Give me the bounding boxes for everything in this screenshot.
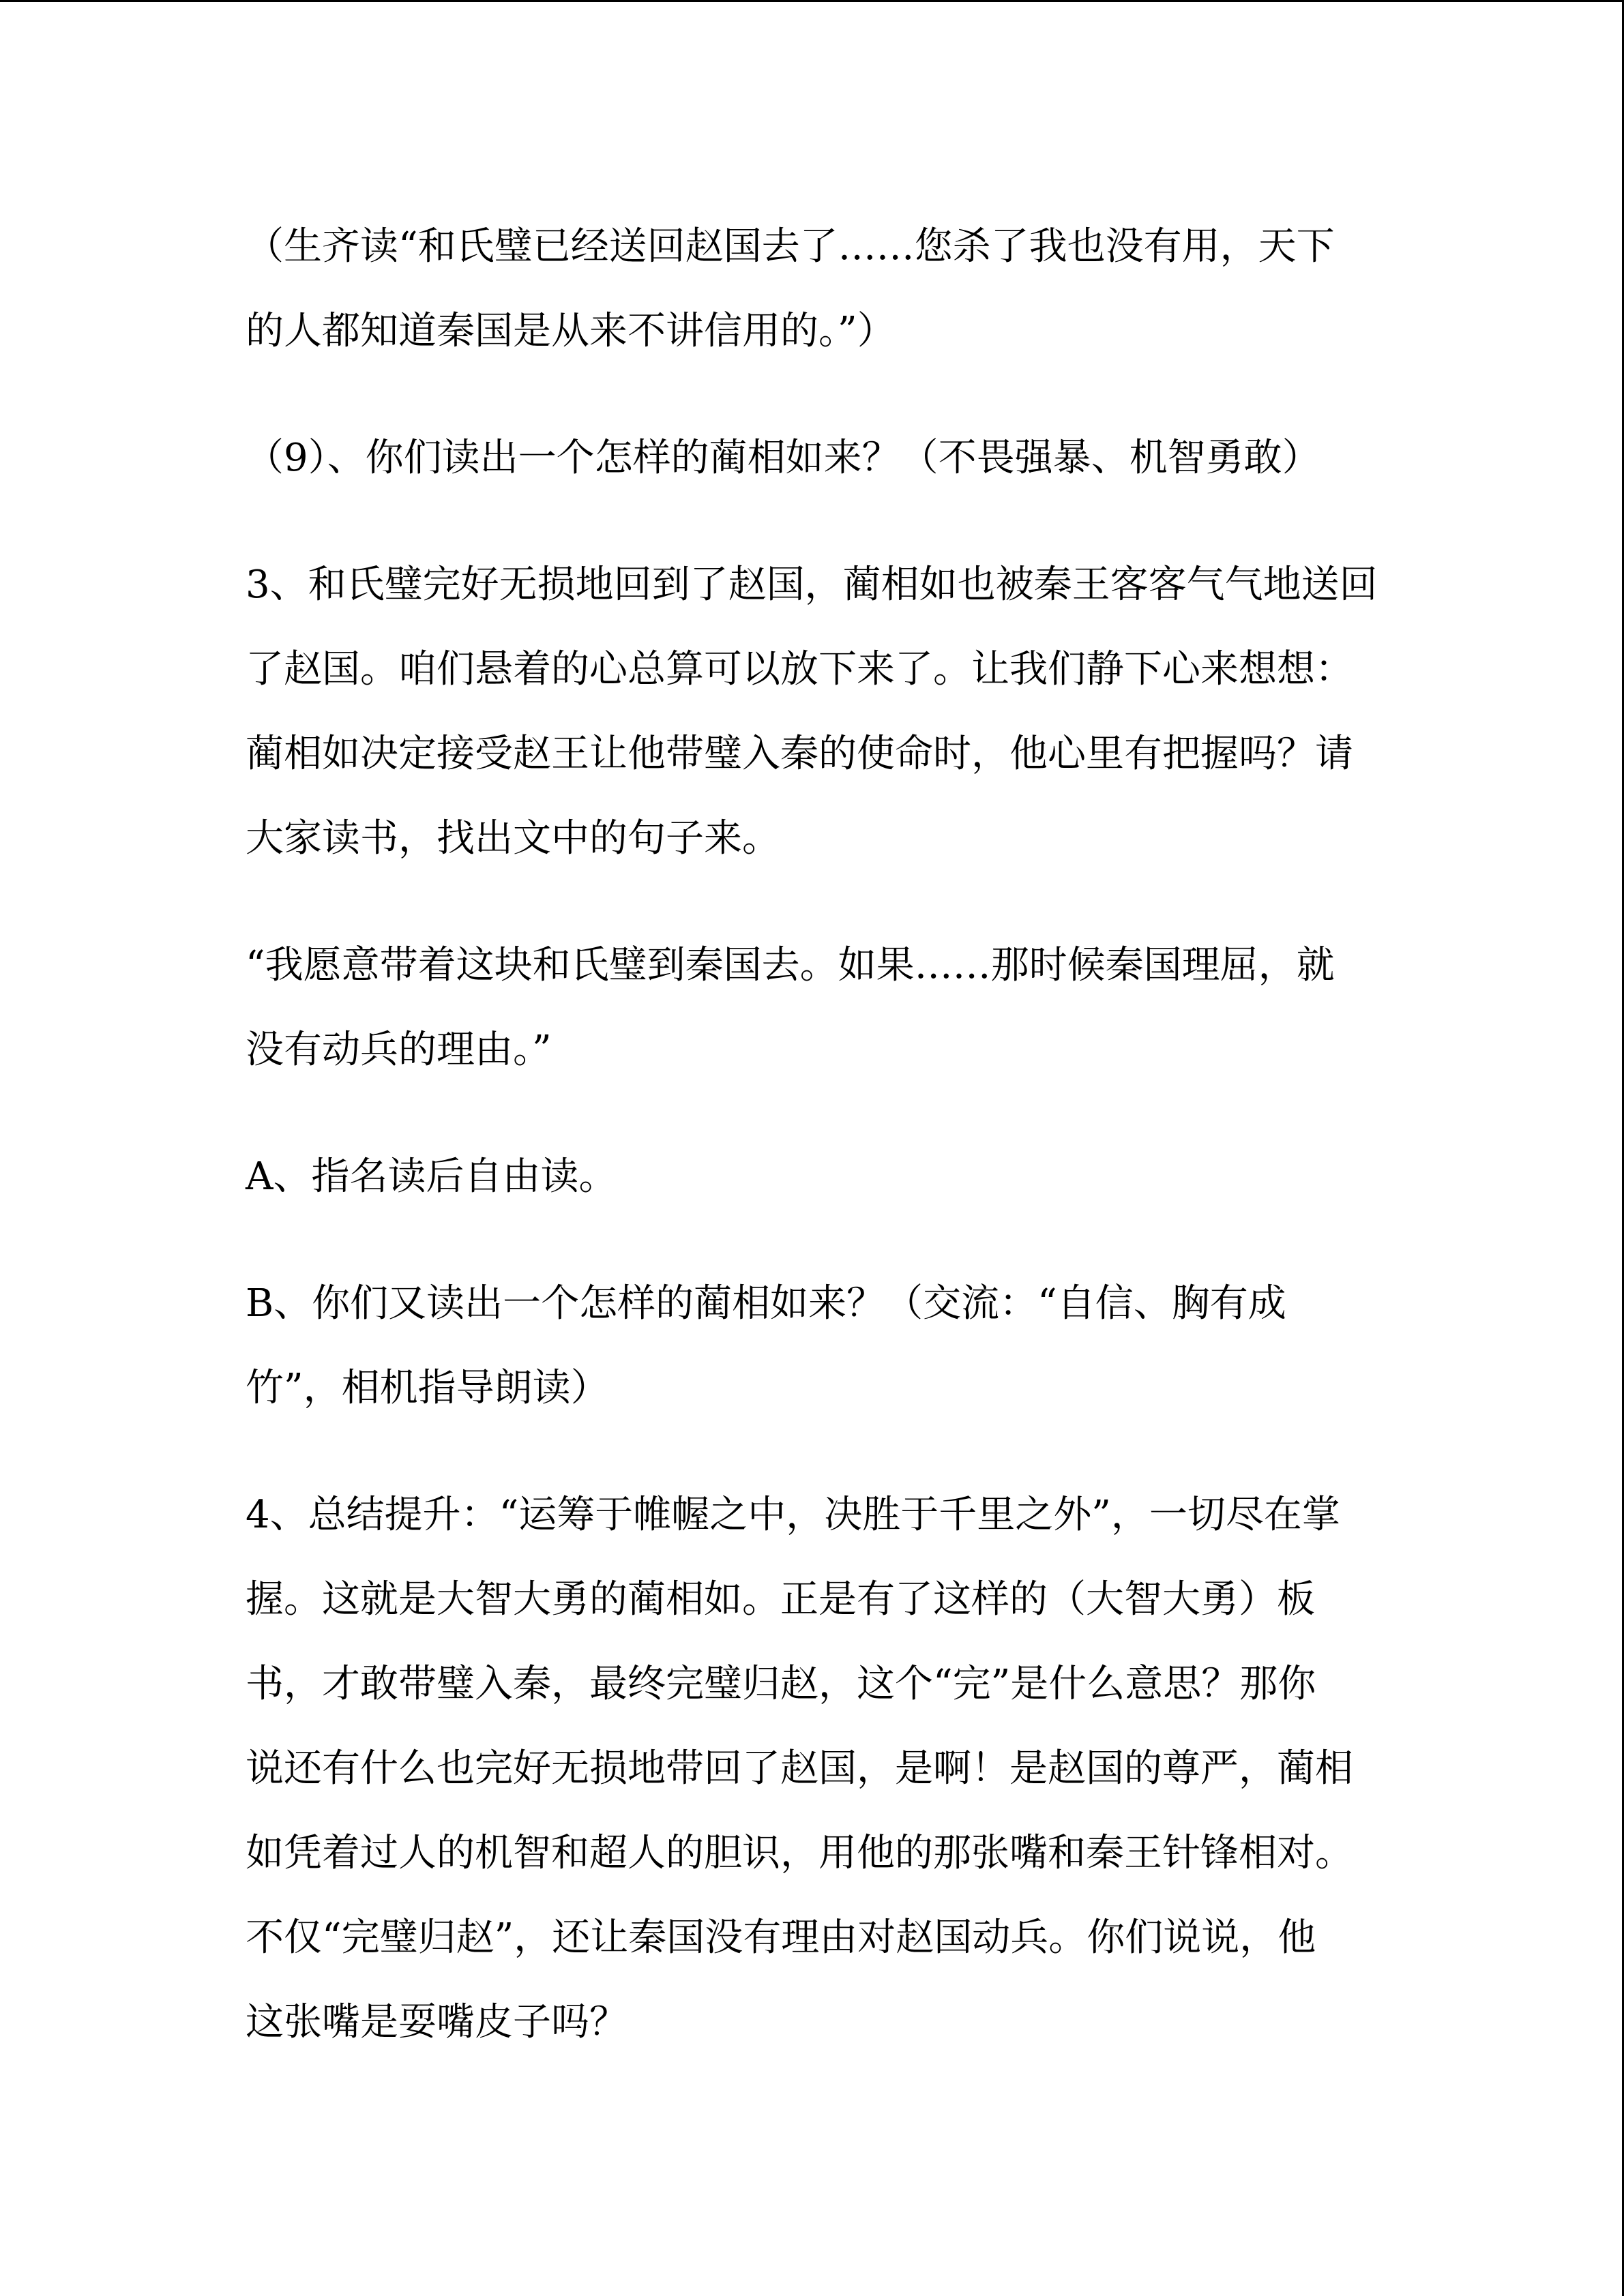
text-line: 蔺相如决定接受赵王让他带璧入秦的使命时，他心里有把握吗？请 [246, 732, 1353, 776]
text-line: 如凭着过人的机智和超人的胆识，用他的那张嘴和秦王针锋相对。 [246, 1831, 1353, 1875]
text-line: 这张嘴是耍嘴皮子吗？ [246, 2000, 628, 2044]
text-line: （生齐读“和氏璧已经送回赵国去了……您杀了我也没有用，天下 [246, 224, 1335, 269]
text-line: 竹”，相机指导朗读） [246, 1366, 609, 1410]
text-line: B、你们又读出一个怎样的蔺相如来？（交流：“自信、胸有成 [246, 1281, 1286, 1326]
text-line: 了赵国。咱们悬着的心总算可以放下来了。让我们静下心来想想： [246, 647, 1353, 691]
text-line: 书，才敢带璧入秦，最终完璧归赵，这个“完”是什么意思？那你 [246, 1662, 1316, 1706]
text-line: 大家读书，找出文中的句子来。 [246, 816, 780, 861]
paragraph-step-b [246, 1262, 1385, 1431]
paragraph-section-3 [246, 543, 1385, 881]
paragraph-step-a [246, 1135, 1385, 1219]
text-line: （9）、你们读出一个怎样的蔺相如来？（不畏强暴、机智勇敢） [246, 436, 1320, 480]
text-line: 4、总结提升：“运筹于帷幄之中，决胜于千里之外”，一切尽在掌 [246, 1493, 1340, 1537]
text-line: A、指名读后自由读。 [246, 1154, 617, 1199]
document-page [246, 205, 1385, 2107]
text-line: 握。这就是大智大勇的蔺相如。正是有了这样的（大智大勇）板 [246, 1577, 1315, 1622]
paragraph-quote [246, 923, 1385, 1092]
text-line: “我愿意带着这块和氏璧到秦国去。如果……那时候秦国理屈，就 [246, 943, 1335, 987]
text-line: 没有动兵的理由。” [246, 1028, 552, 1072]
text-line: 3、和氏璧完好无损地回到了赵国，蔺相如也被秦王客客气气地送回 [246, 563, 1378, 607]
text-line: 说还有什么也完好无损地带回了赵国，是啊！是赵国的尊严，蔺相 [246, 1746, 1353, 1791]
paragraph-question-9 [246, 416, 1385, 501]
page-top-border [0, 0, 1624, 2]
paragraph-section-4-summary [246, 1473, 1385, 2065]
text-line: 不仅“完璧归赵”，还让秦国没有理由对赵国动兵。你们说说，他 [246, 1915, 1316, 1960]
paragraph-class-reading [246, 205, 1385, 374]
text-line: 的人都知道秦国是从来不讲信用的。”） [246, 309, 896, 353]
